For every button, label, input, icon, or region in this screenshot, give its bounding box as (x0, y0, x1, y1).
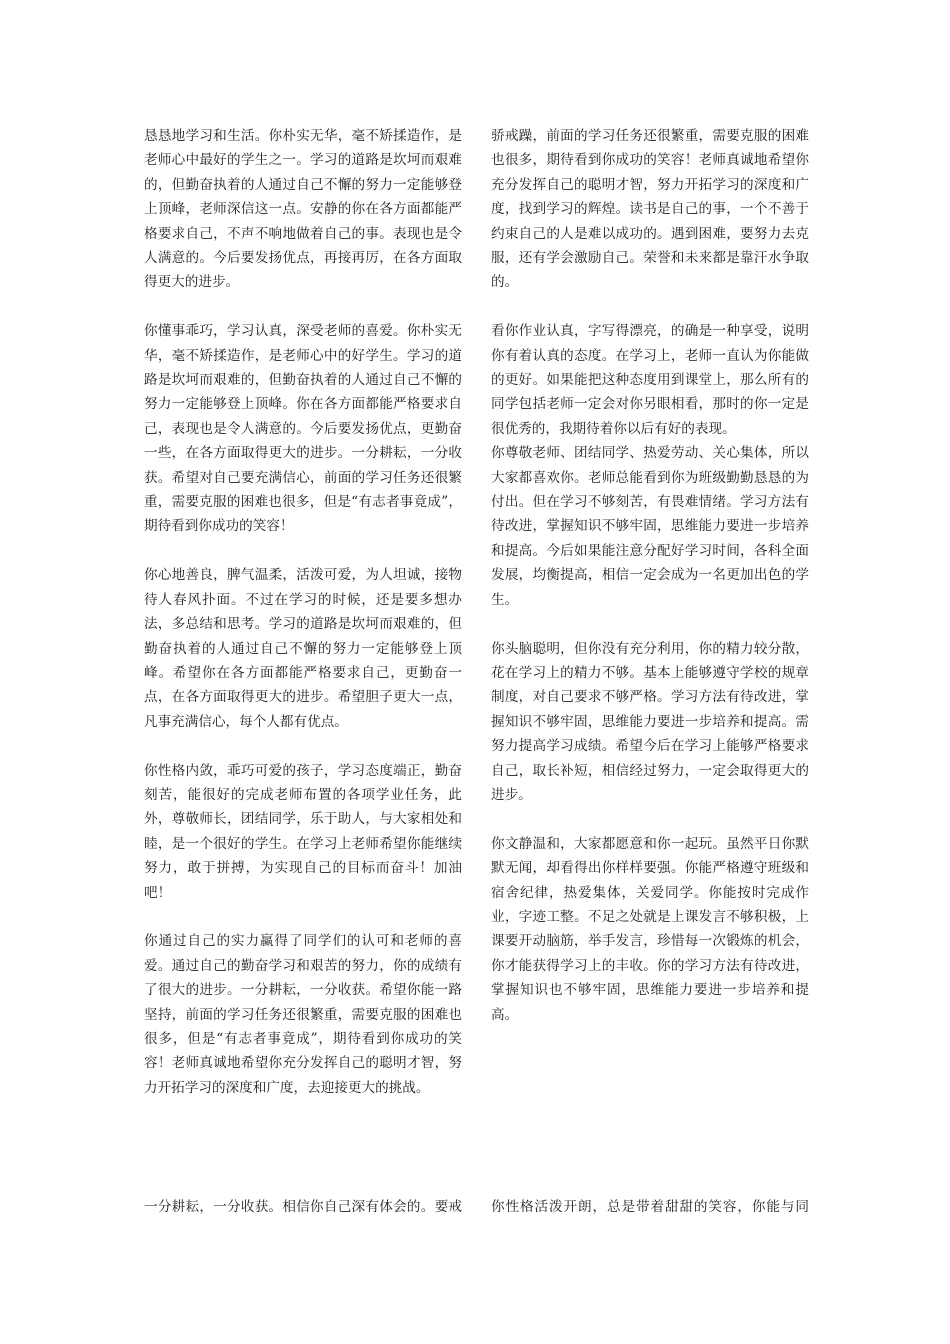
right-paragraph-5: 你文静温和，大家都愿意和你一起玩。虽然平日你默默无闻，却看得出你样样要强。你能严格遵守班级和宿舍纪律，热爱集体，关爱同学。你能按时完成作业，字迹工整。不足之处就是上课发言不够积极，上课要开动脑筋，举手发言，珍惜每一次锻炼的机会，你才能获得学习上的丰收。你的学习方法有待改进，掌握知识也不够牢固，思维能力要进一步培养和提高。 (491, 835, 809, 1023)
right-column (491, 124, 809, 1051)
left-paragraph-4: 你性格内敛，乖巧可爱的孩子，学习态度端正，勤奋刻苦，能很好的完成老师布置的各项学业任务，此外，尊敬师长，团结同学，乐于助人，与大家相处和睦，是一个很好的学生。在学习上老师希望你能继续努力，敢于拼搏，为实现自己的目标而奋斗！加油吧！ (144, 762, 462, 901)
right-paragraph-4: 你头脑聪明，但你没有充分利用，你的精力较分散，花在学习上的精力不够。基本上能够遵守学校的规章制度，对自己要求不够严格。学习方法有待改进，掌握知识不够牢固，思维能力要进一步培养和提高。需努力提高学习成绩。希望今后在学习上能够严格要求自己，取长补短，相信经过努力，一定会取得更大的进步。 (491, 640, 809, 803)
left-paragraph-1: 恳恳地学习和生活。你朴实无华，毫不矫揉造作，是老师心中最好的学生之一。学习的道路是坎坷而艰难的，但勤奋执着的人通过自己不懈的努力一定能够登上顶峰，老师深信这一点。安静的你在各方面都能严格要求自己，不声不响地做着自己的事。表现也是令人满意的。今后要发扬优点，再接再厉，在各方面取得更大的进步。 (144, 128, 462, 291)
left-column (144, 124, 462, 1125)
right-paragraph-1: 骄戒躁，前面的学习任务还很繁重，需要克服的困难也很多，期待看到你成功的笑容！老师真诚地希望你充分发挥自己的聪明才智，努力开拓学习的深度和广度，找到学习的辉煌。读书是自己的事，一个不善于约束自己的人是难以成功的。遇到困难，要努力去克服，还有学会激励自己。荣誉和未来都是靠汗水争取的。 (491, 128, 809, 291)
left-paragraph-5: 你通过自己的实力赢得了同学们的认可和老师的喜爱。通过自己的勤奋学习和艰苦的努力，你的成绩有了很大的进步。一分耕耘，一分收获。希望你能一路坚持，前面的学习任务还很繁重，需要克服的困难也很多，但是“有志者事竟成”，期待看到你成功的笑容！老师真诚地希望你充分发挥自己的聪明才智，努力开拓学习的深度和广度，去迎接更大的挑战。 (144, 933, 462, 1096)
right-paragraph-3: 你尊敬老师、团结同学、热爱劳动、关心集体，所以大家都喜欢你。老师总能看到你为班级勤勤恳恳的为付出。但在学习不够刻苦，有畏难情绪。学习方法有待改进，掌握知识不够牢固，思维能力要进一步培养和提高。今后如果能注意分配好学习时间，各科全面发展，均衡提高，相信一定会成为一名更加出色的学生。 (491, 445, 809, 608)
left-paragraph-3: 你心地善良，脾气温柔，活泼可爱，为人坦诚，接物待人春风扑面。不过在学习的时候，还是要多想办法，多总结和思考。学习的道路是坎坷而艰难的，但勤奋执着的人通过自己不懈的努力一定能够登上顶峰。希望你在各方面都能严格要求自己，更勤奋一点，在各方面取得更大的进步。希望胆子更大一点，凡事充满信心，每个人都有优点。 (144, 567, 462, 730)
right-footer-line: 你性格活泼开朗，总是带着甜甜的笑容，你能与同 (491, 1199, 809, 1215)
left-paragraph-2: 你懂事乖巧，学习认真，深受老师的喜爱。你朴实无华，毫不矫揉造作，是老师心中的好学生。学习的道路是坎坷而艰难的，但勤奋执着的人通过自己不懈的努力一定能够登上顶峰。你在各方面都能严格要求自己，表现也是令人满意的。今后要发扬优点，更勤奋一些，在各方面取得更大的进步。一分耕耘，一分收获。希望对自己要充满信心，前面的学习任务还很繁重，需要克服的困难也很多，但是“有志者事竟成”，期待看到你成功的笑容！ (144, 323, 462, 535)
right-paragraph-2: 看你作业认真，字写得漂亮，的确是一种享受，说明你有着认真的态度。在学习上，老师一直认为你能做的更好。如果能把这种态度用到课堂上，那么所有的同学包括老师一定会对你另眼相看，那时的你一定是很优秀的，我期待着你以后有好的表现。 (491, 323, 809, 437)
left-footer-line: 一分耕耘，一分收获。相信你自己深有体会的。要戒 (144, 1199, 462, 1215)
